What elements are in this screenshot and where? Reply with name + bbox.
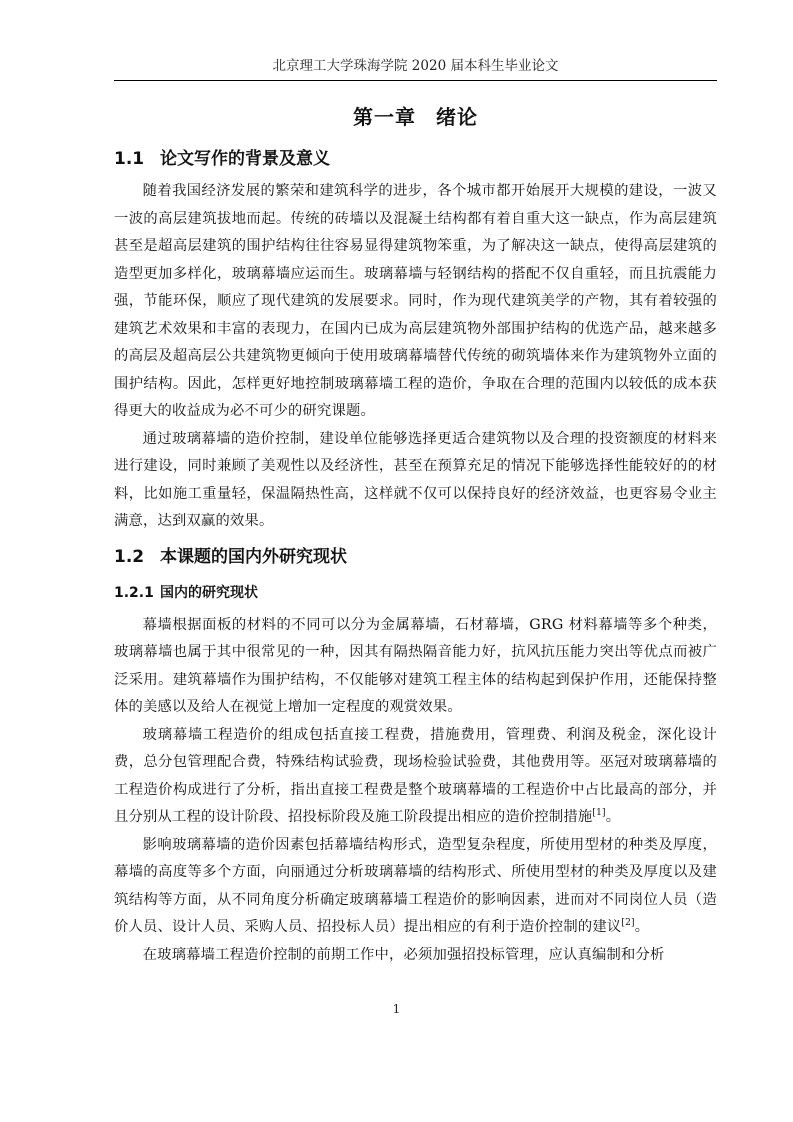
paragraph bbox=[114, 942, 717, 970]
header-rule bbox=[114, 80, 717, 81]
paragraph-tail: 。 bbox=[634, 919, 650, 935]
page-body bbox=[114, 100, 717, 969]
subsection-title: 国内的研究现状 bbox=[160, 584, 258, 601]
section-heading-1-1 bbox=[114, 142, 717, 176]
subsection-number: 1.2.1 bbox=[114, 584, 154, 601]
chapter-title bbox=[114, 100, 717, 134]
section-title: 本课题的国内外研究现状 bbox=[160, 546, 347, 567]
paragraph-text: 影响玻璃幕墙的造价因素包括幕墙结构形式，造型复杂程度，所使用型材的种类及厚度，幕墙的高度等多个方面，向丽通过分析玻璃幕墙的结构形式、所使用型材的种类及厚度以及建筑结构等方面，从不同角度分析确定玻璃幕墙工程造价的影响因素，进而对不同岗位人员（造价人员、设计人员、采购人员、招投标人员）提出相应的有利于造价控制的建议 bbox=[114, 836, 717, 935]
subsection-heading-1-2-1 bbox=[114, 576, 717, 610]
paragraph-text: 玻璃幕墙工程造价的组成包括直接工程费，措施费用，管理费、利润及税金，深化设计费，总分包管理配合费，特殊结构试验费，现场检验试验费，其他费用等。巫冠对玻璃幕墙的工程造价构成进行了分析，指出直接工程费是整个玻璃幕墙的工程造价中占比最高的部分，并且分别从工程的设计阶段、招投标阶段及施工阶段提出相应的造价控制措施 bbox=[114, 726, 717, 825]
paragraph: 随着我国经济发展的繁荣和建筑科学的进步，各个城市都开始展开大规模的建设，一波又一波的高层建筑拔地而起。传统的砖墙以及混凝土结构都有着自重大这一缺点，作为高层建筑甚至是超高层建筑的围护结构往往容易显得建筑物笨重，为了解决这一缺点，使得高层建筑的造型更加多样化，玻璃幕墙应运而生。玻璃幕墙与轻钢结构的搭配不仅自重轻，而且抗震能力强，节能环保，顺应了现代建筑的发展要求。同时，作为现代建筑美学的产物，其有着较强的建筑艺术效果和丰富的表现力，在国内已成为高层建筑物外部围护结构的优选产品，越来越多的高层及超高层公共建筑物更倾向于使用玻璃幕墙替代传统的砌筑墙体来作为建筑物外立面的围护结构。因此，怎样更好地控制玻璃幕墙工程的造价，争取在合理的范围内以较低的成本获得更大的收益成为必不可少的研究课题。 bbox=[114, 183, 717, 419]
paragraph bbox=[114, 832, 717, 942]
paragraph-text: 在玻璃幕墙工程造价控制的前期工作中，必须加强招投标管理，应认真编制和分析 bbox=[142, 946, 665, 963]
chapter-number: 第一章 bbox=[353, 105, 416, 129]
paragraph bbox=[114, 612, 717, 722]
citation-ref[interactable]: [1] bbox=[592, 808, 606, 818]
paragraph: 通过玻璃幕墙的造价控制，建设单位能够选择更适合建筑物以及合理的投资额度的材料来进行建设，同时兼顾了美观性以及经济性，甚至在预算充足的情况下能够选择性能较好的的材料，比如施工重量轻，保温隔热性高，这样就不仅可以保持良好的经济效益，也更容易令业主满意，达到双赢的效果。 bbox=[114, 430, 717, 529]
page-number: 1 bbox=[392, 1002, 401, 1016]
citation-ref[interactable]: [2] bbox=[621, 918, 635, 928]
section-heading-1-2 bbox=[114, 540, 717, 574]
section-number: 1.1 bbox=[114, 149, 145, 169]
paragraph-tail: 。 bbox=[605, 809, 621, 825]
paragraph bbox=[114, 722, 717, 832]
running-header: 北京理工大学珠海学院 2020 届本科生毕业论文 bbox=[272, 58, 559, 74]
paragraph-text: 幕墙根据面板的材料的不同可以分为金属幕墙，石材幕墙，GRG 材料幕墙等多个种类，玻璃幕墙也属于其中很常见的一种，因其有隔热隔音能力好，抗风抗压能力突出等优点而被广泛采用。建筑幕墙作为围护结构，不仅能够对建筑工程主体的结构起到保护作用，还能保持整体的美感以及给人在视觉上增加一定程度的观赏效果。 bbox=[114, 616, 717, 715]
chapter-name: 绪论 bbox=[436, 105, 478, 129]
section-title: 论文写作的背景及意义 bbox=[160, 149, 330, 169]
section-number: 1.2 bbox=[114, 546, 145, 567]
